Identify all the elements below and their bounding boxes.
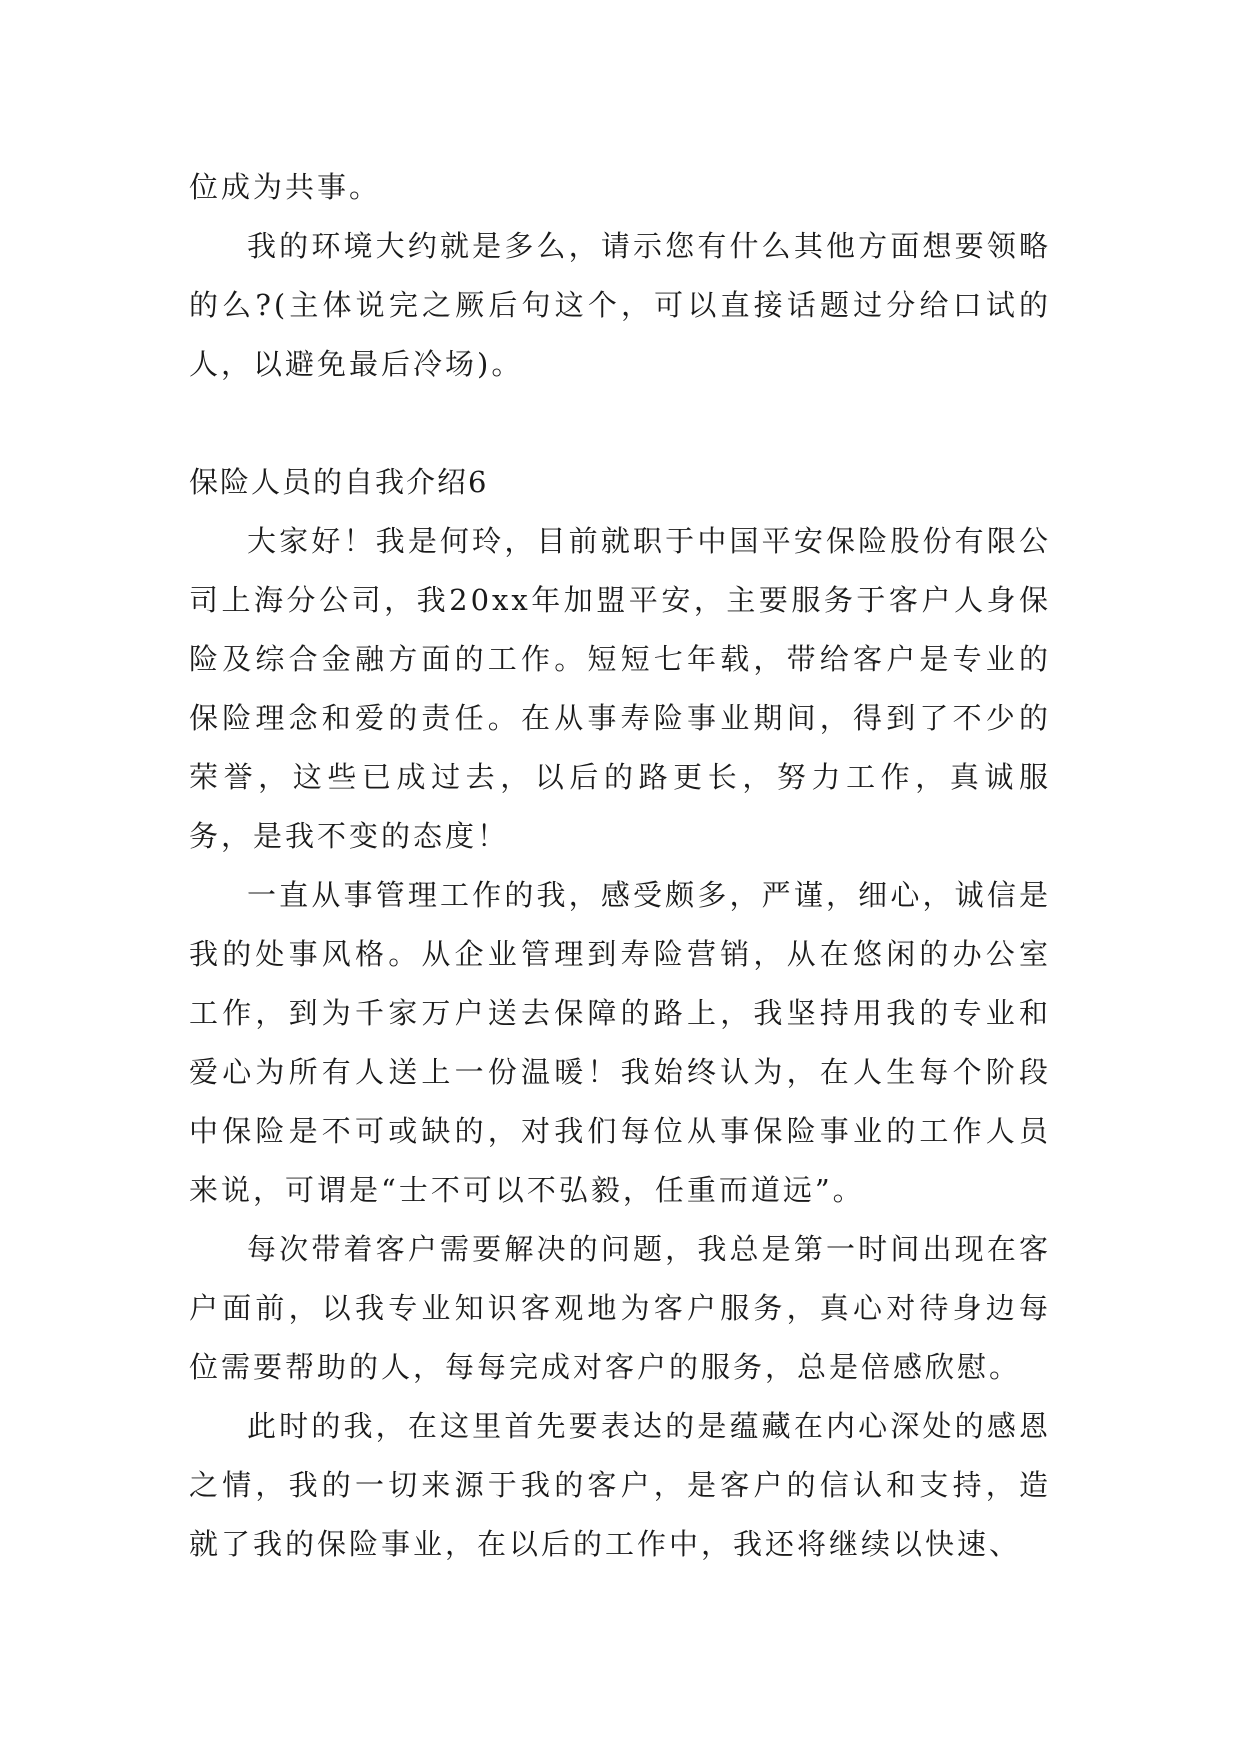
paragraph-management-experience: 一直从事管理工作的我，感受颇多，严谨，细心，诚信是我的处事风格。从企业管理到寿险营销，从在悠闲的办公室工作，到为千家万户送去保障的路上，我坚持用我的专业和爱心为所有人送上一份温暖！我始终认为，在人生每个阶段中保险是不可或缺的，对我们每位从事保险事业的工作人员来说，可谓是“士不可以不弘毅，任重而道远”。 bbox=[189, 878, 1051, 1207]
paragraph-gratitude: 此时的我，在这里首先要表达的是蕴藏在内心深处的感恩之情，我的一切来源于我的客户，是客户的信认和支持，造就了我的保险事业，在以后的工作中，我还将继续以快速、 bbox=[189, 1409, 1051, 1561]
paragraph-introduction: 大家好！我是何玲，目前就职于中国平安保险股份有限公司上海分公司，我20xx年加盟平安，主要服务于客户人身保险及综合金融方面的工作。短短七年载，带给客户是专业的保险理念和爱的责任。在从事寿险事业期间，得到了不少的荣誉，这些已成过去，以后的路更长，努力工作，真诚服务，是我不变的态度！ bbox=[189, 524, 1051, 853]
paragraph-continuation: 位成为共事。 bbox=[189, 170, 382, 204]
section-heading: 保险人员的自我介绍6 bbox=[189, 465, 489, 499]
document-body bbox=[189, 158, 1051, 1574]
paragraph-closing-question: 我的环境大约就是多么，请示您有什么其他方面想要领略的么?(主体说完之厥后句这个，可以直接话题过分给口试的人，以避免最后冷场)。 bbox=[189, 229, 1051, 381]
paragraph-customer-service: 每次带着客户需要解决的问题，我总是第一时间出现在客户面前，以我专业知识客观地为客户服务，真心对待身边每位需要帮助的人，每每完成对客户的服务，总是倍感欣慰。 bbox=[189, 1232, 1051, 1384]
